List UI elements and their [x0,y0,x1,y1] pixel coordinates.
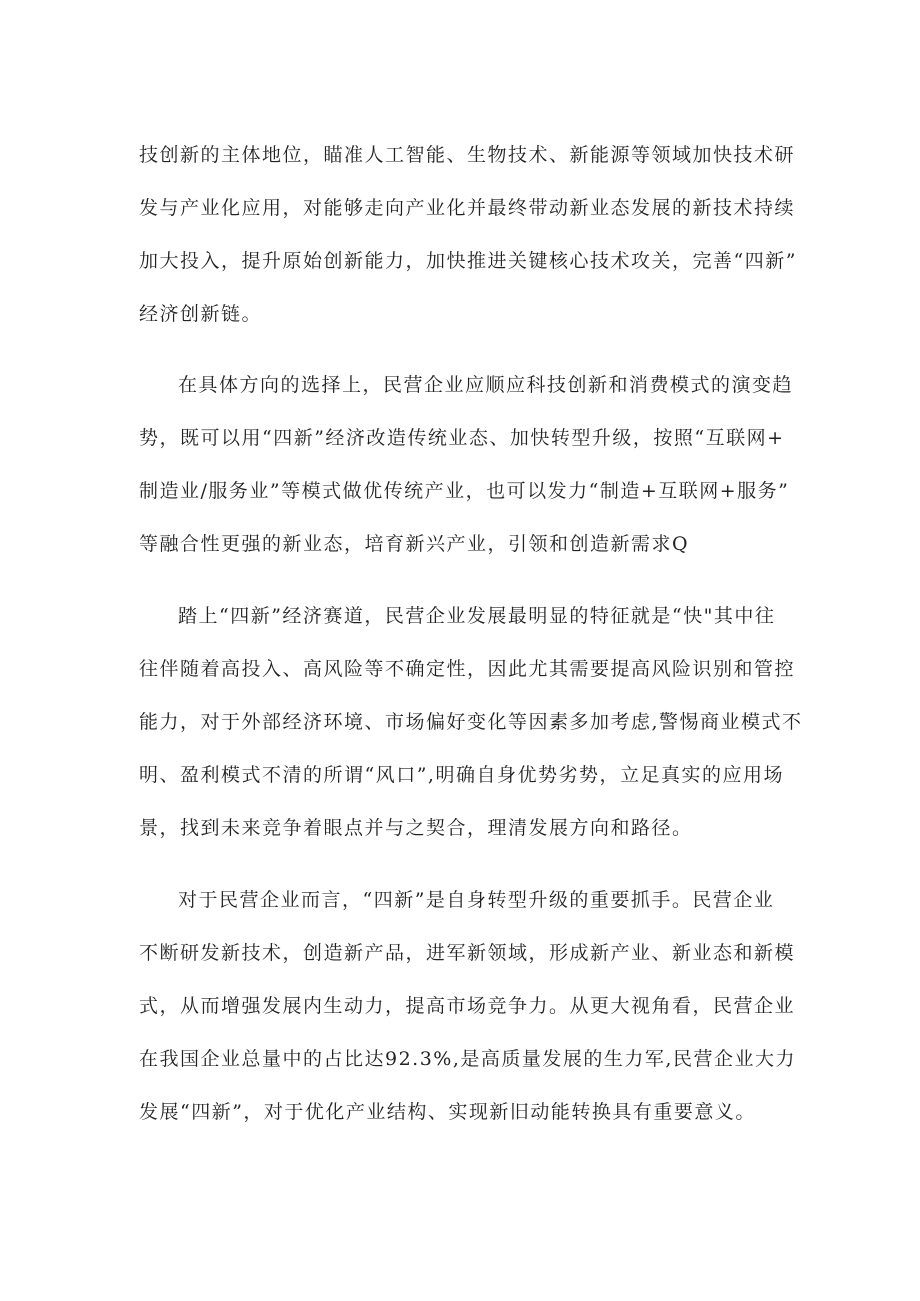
paragraph-3-line-4: 明、盈利模式不清的所谓“风口”,明确自身优势劣势，立足真实的应用场 [139,764,784,786]
paragraph-3-line-2: 往伴随着高投入、高风险等不确定性，因此尤其需要提高风险识别和管控 [139,658,796,680]
paragraph-1-line-1: 技创新的主体地位，瞄准人工智能、生物技术、新能源等领域加快技术研 [139,144,796,166]
paragraph-2-line-1: 在具体方向的选择上，民营企业应顺应科技创新和消费模式的演变趋 [178,374,794,396]
paragraph-2-line-4: 等融合性更强的新业态，培育新兴产业，引领和创造新需求Q [139,533,690,555]
paragraph-4-line-5: 发展“四新”，对于优化产业结构、实现新旧动能转换具有重要意义。 [139,1101,756,1123]
paragraph-1-line-3: 加大投入，提升原始创新能力，加快推进关键核心技术攻关，完善“四新” [139,250,797,272]
paragraph-1-line-2: 发与产业化应用，对能够走向产业化并最终带动新业态发展的新技术持续 [139,197,796,219]
paragraph-2-line-3: 制造业/服务业”等模式做优传统产业，也可以发力“制造+互联网+服务” [139,480,790,502]
paragraph-4-line-3: 式，从而增强发展内生动力，提高市场竞争力。从更大视角看，民营企业 [139,995,796,1017]
paragraph-4-line-1: 对于民营企业而言，“四新”是自身转型升级的重要抓手。民营企业 [178,889,775,911]
paragraph-4-line-4: 在我国企业总量中的占比达92.3%,是高质量发展的生力军,民营企业大力 [139,1048,796,1070]
paragraph-3-line-3: 能力，对于外部经济环境、市场偏好变化等因素多加考虑,警惕商业模式不 [139,711,803,733]
paragraph-2-line-2: 势，既可以用“四新”经济改造传统业态、加快转型升级，按照“互联网+ [139,427,785,449]
paragraph-1-line-4: 经济创新链。 [139,303,263,325]
paragraph-3-line-1: 踏上“四新”经济赛道，民营企业发展最明显的特征就是“快"其中往 [178,605,776,627]
paragraph-3-line-5: 景，找到未来竞争着眼点并与之契合，理清发展方向和路径。 [139,817,693,839]
paragraph-4-line-2: 不断研发新技术，创造新产品，进军新领域，形成新产业、新业态和新模 [139,942,796,964]
